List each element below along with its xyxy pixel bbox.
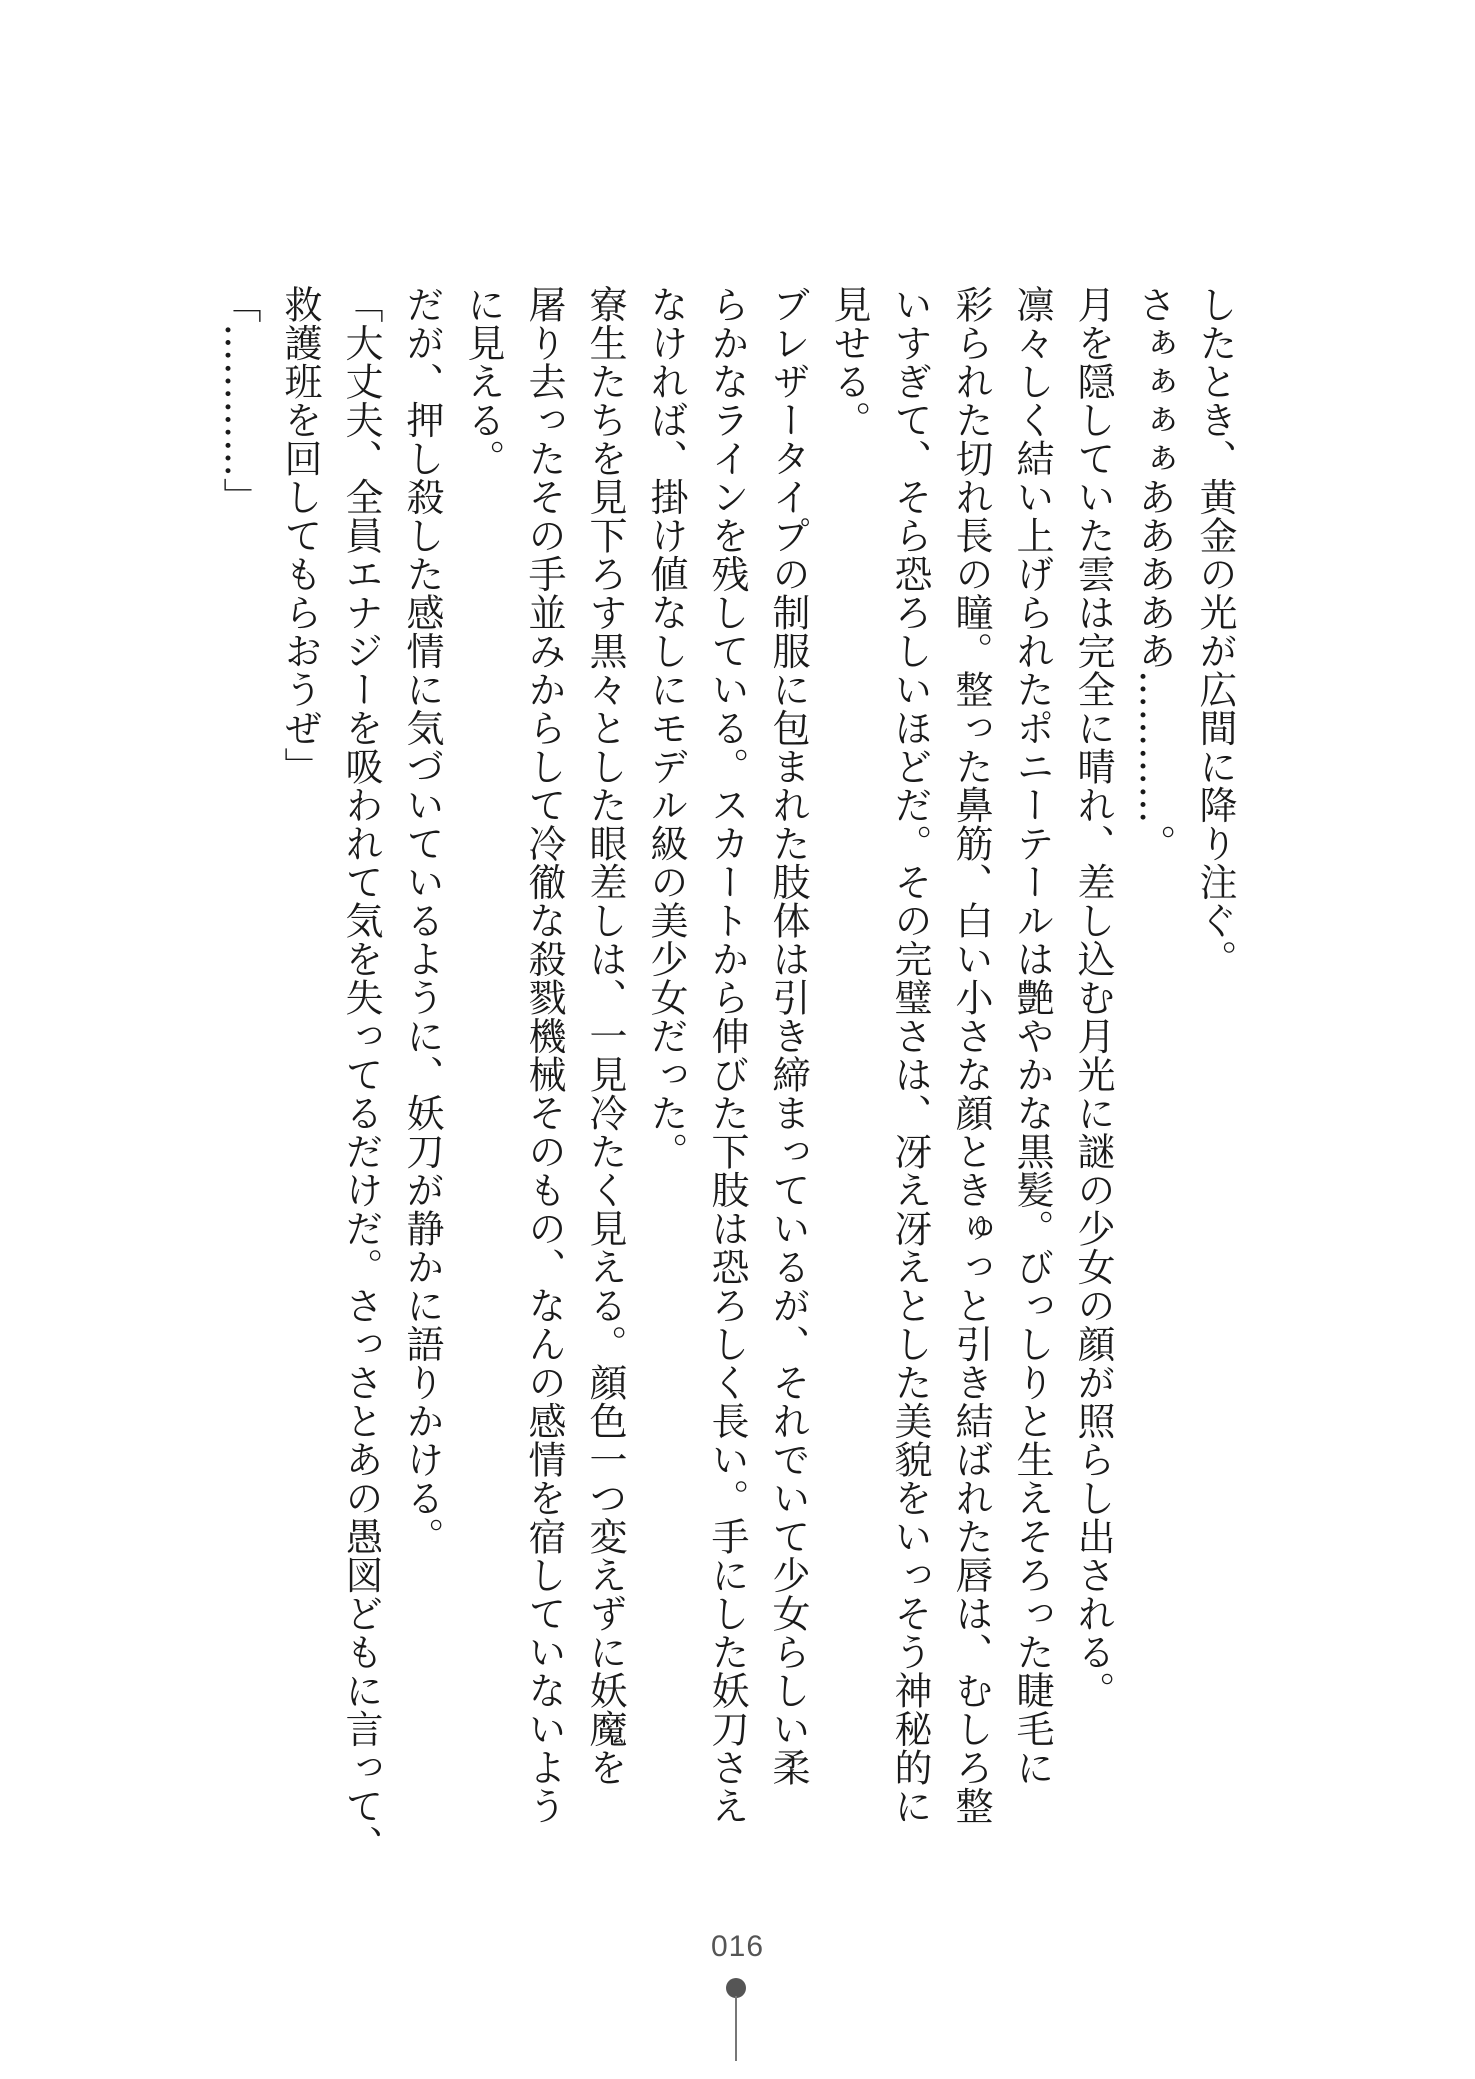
text-line: 「大丈夫、全員エナジーを吸われて気を失ってるだけだ。さっさとあの愚図どもに言って、 (339, 285, 383, 1864)
text-line: 見せる。 (827, 285, 871, 439)
text-line: さぁぁぁぁあああああ…………。 (1132, 285, 1176, 863)
footer-rule (735, 1996, 737, 2061)
text-line: いすぎて、そら恐ろしいほどだ。その完璧さは、冴え冴えとした美貌をいっそう神秘的に (888, 285, 932, 1825)
text-line: 「…………」 (217, 285, 261, 516)
page-number: 016 (710, 1930, 765, 1963)
text-line: 屠り去ったその手並みからして冷徹な殺戮機械そのもの、なんの感情を宿していないよう (522, 285, 566, 1825)
text-line: に見える。 (461, 285, 505, 478)
body-text (217, 285, 1245, 1864)
text-line: らかなラインを残している。スカートから伸びた下肢は恐ろしく長い。手にした妖刀さえ (705, 285, 749, 1825)
text-line: なければ、掛け値なしにモデル級の美少女だった。 (644, 285, 688, 1171)
text-line: したとき、黄金の光が広間に降り注ぐ。 (1193, 285, 1237, 978)
footer-dot-icon (726, 1978, 746, 1998)
text-line: 彩られた切れ長の瞳。整った鼻筋、白い小さな顔ときゅっと引き結ばれた唇は、むしろ整 (949, 285, 993, 1825)
text-line: だが、押し殺した感情に気づいているように、妖刀が静かに語りかける。 (400, 285, 444, 1556)
text-line: ブレザータイプの制服に包まれた肢体は引き締まっているが、それでいて少女らしい柔 (766, 285, 810, 1787)
page-footer (0, 1930, 1475, 2060)
text-line: 凛々しく結い上げられたポニーテールは艶やかな黒髪。びっしりと生えそろった睫毛に (1010, 285, 1054, 1787)
text-line: 寮生たちを見下ろす黒々とした眼差しは、一見冷たく見える。顔色一つ変えずに妖魔を (583, 285, 627, 1787)
text-line: 救護班を回してもらおうぜ」 (278, 285, 322, 786)
text-line: 月を隠していた雲は完全に晴れ、差し込む月光に謎の少女の顔が照らし出される。 (1071, 285, 1115, 1710)
